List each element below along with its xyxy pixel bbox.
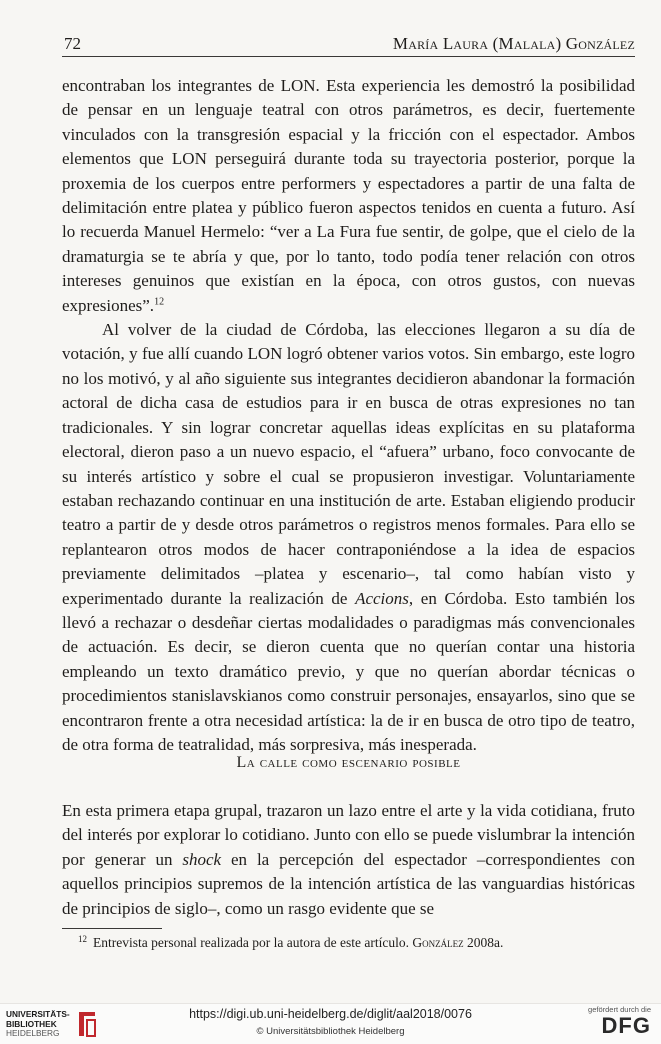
page-number: 72 <box>64 34 81 53</box>
paragraph-2-text-b: , en Córdoba. Esto también los llevó a rechazar o desdeñar ciertas modalidades o paradigmas más convencionales de actuación. Es decir, se dieron cuenta que no querían contar una historia empleando un texto dramático previo, y que no querían abordar técnicas o procedimientos stanislavskianos como construir personajes, ensayarlos, sino que se encontraron frente a otra necesidad artística: la de ir en busca de otro tipo de teatro, de otra forma de teatralidad, más sorpresiva, más inesperada. <box>62 588 635 754</box>
library-name-line1: UNIVERSITÄTS- <box>6 1009 70 1019</box>
footer-url-link[interactable]: https://digi.ub.uni-heidelberg.de/diglit/aal2018/0076 <box>189 1007 472 1021</box>
footnote-reference[interactable]: 12 <box>154 296 165 307</box>
footnote <box>78 934 638 952</box>
section-heading: La calle como escenario posible <box>236 754 461 771</box>
running-head: María Laura (Malala) González <box>392 34 635 53</box>
paragraph-1 <box>62 74 635 318</box>
paragraph-2 <box>62 318 635 757</box>
footnote-rule <box>62 928 162 929</box>
footnote-text: Entrevista personal realizada por la autora de este artículo. <box>93 935 409 950</box>
paragraph-3-text-a: En esta primera etapa grupal, trazaron un lazo entre el arte y la vida cotidiana, fruto del interés por explorar lo cotidiano. Junto con ello se puede vislumbrar la intención por generar un <box>62 801 635 869</box>
paragraph-2-text-a: Al volver de la ciudad de Córdoba, las elecciones llegaron a su día de votación, y fue allí cuando LON logró obtener varios votos. Sin embargo, este logro no los motivó, y al año siguiente sus integrantes decidieron abandonar la formación actoral de dicha casa de estudios para ir en busca de otras expresiones no tan tradicionales. Y sin lograr concretar aquellas ideas explícitas en su plataforma electoral, dieron paso a un nuevo espacio, el “afuera” urbano, foco convocante de su interés artístico y sobre el cual se propusieron investigar. Voluntariamente estaban rechazando continuar en una institución de arte. Estaban eligiendo producir teatro a partir de y desde otros parámetros o registros menos formales. Para ello se replantearon otros modos de hacer contraponiéndose a la idea de espacios previamente delimitados –platea y escenario–, tal como habían visto y experimentado durante la realización de <box>62 320 635 608</box>
footer-copyright: © Universitätsbibliothek Heidelberg <box>256 1026 405 1037</box>
shock-emphasis: shock <box>182 849 222 869</box>
body-text <box>62 74 635 757</box>
library-name-line2: BIBLIOTHEK <box>6 1018 57 1029</box>
body-text-continued <box>62 799 635 921</box>
footnote-year: 2008a. <box>466 935 504 950</box>
dfg-logo-text: DFG <box>601 1013 651 1038</box>
footnote-number: 12 <box>78 933 87 944</box>
library-name-line3: HEIDELBERG <box>6 1028 60 1038</box>
dfg-sponsor-logo[interactable] <box>588 1005 651 1038</box>
paragraph-3-text-b: en la percepción del espectador –correspondientes con aquellos principios supremos de la intención artística de las vanguardias históricas de principios de siglo–, como un rasgo evidente que se <box>62 849 636 918</box>
dfg-sponsor-label: gefördert durch die <box>588 1005 651 1014</box>
work-title-accions: Accions <box>355 588 409 608</box>
header-rule <box>62 56 635 57</box>
footnote-author: González <box>412 935 464 950</box>
paragraph-1-text: encontraban los integrantes de LON. Esta experiencia les demostró la posibilidad de pensar en un lenguaje teatral con otros parámetros, es decir, fuertemente vinculados con la transgresión espacial y la fricción con el espectador. Ambos elementos que LON perseguirá durante toda su trayectoria posterior, porque la proxemia de los cuerpos entre performers y espectadores a partir de una falta de delimitación entre platea y público fueron aspectos tenidos en cuenta a futuro. Así lo recuerda Manuel Hermelo: “ver a La Fura fue sentir, de golpe, que el cielo de la dramaturgia se te abría y que, por lo tanto, todo podía tener relación con otros intereses genuinos que existían en la época, con otros gustos, con nuevas expresiones”. <box>62 76 635 315</box>
paragraph-3 <box>62 799 635 921</box>
